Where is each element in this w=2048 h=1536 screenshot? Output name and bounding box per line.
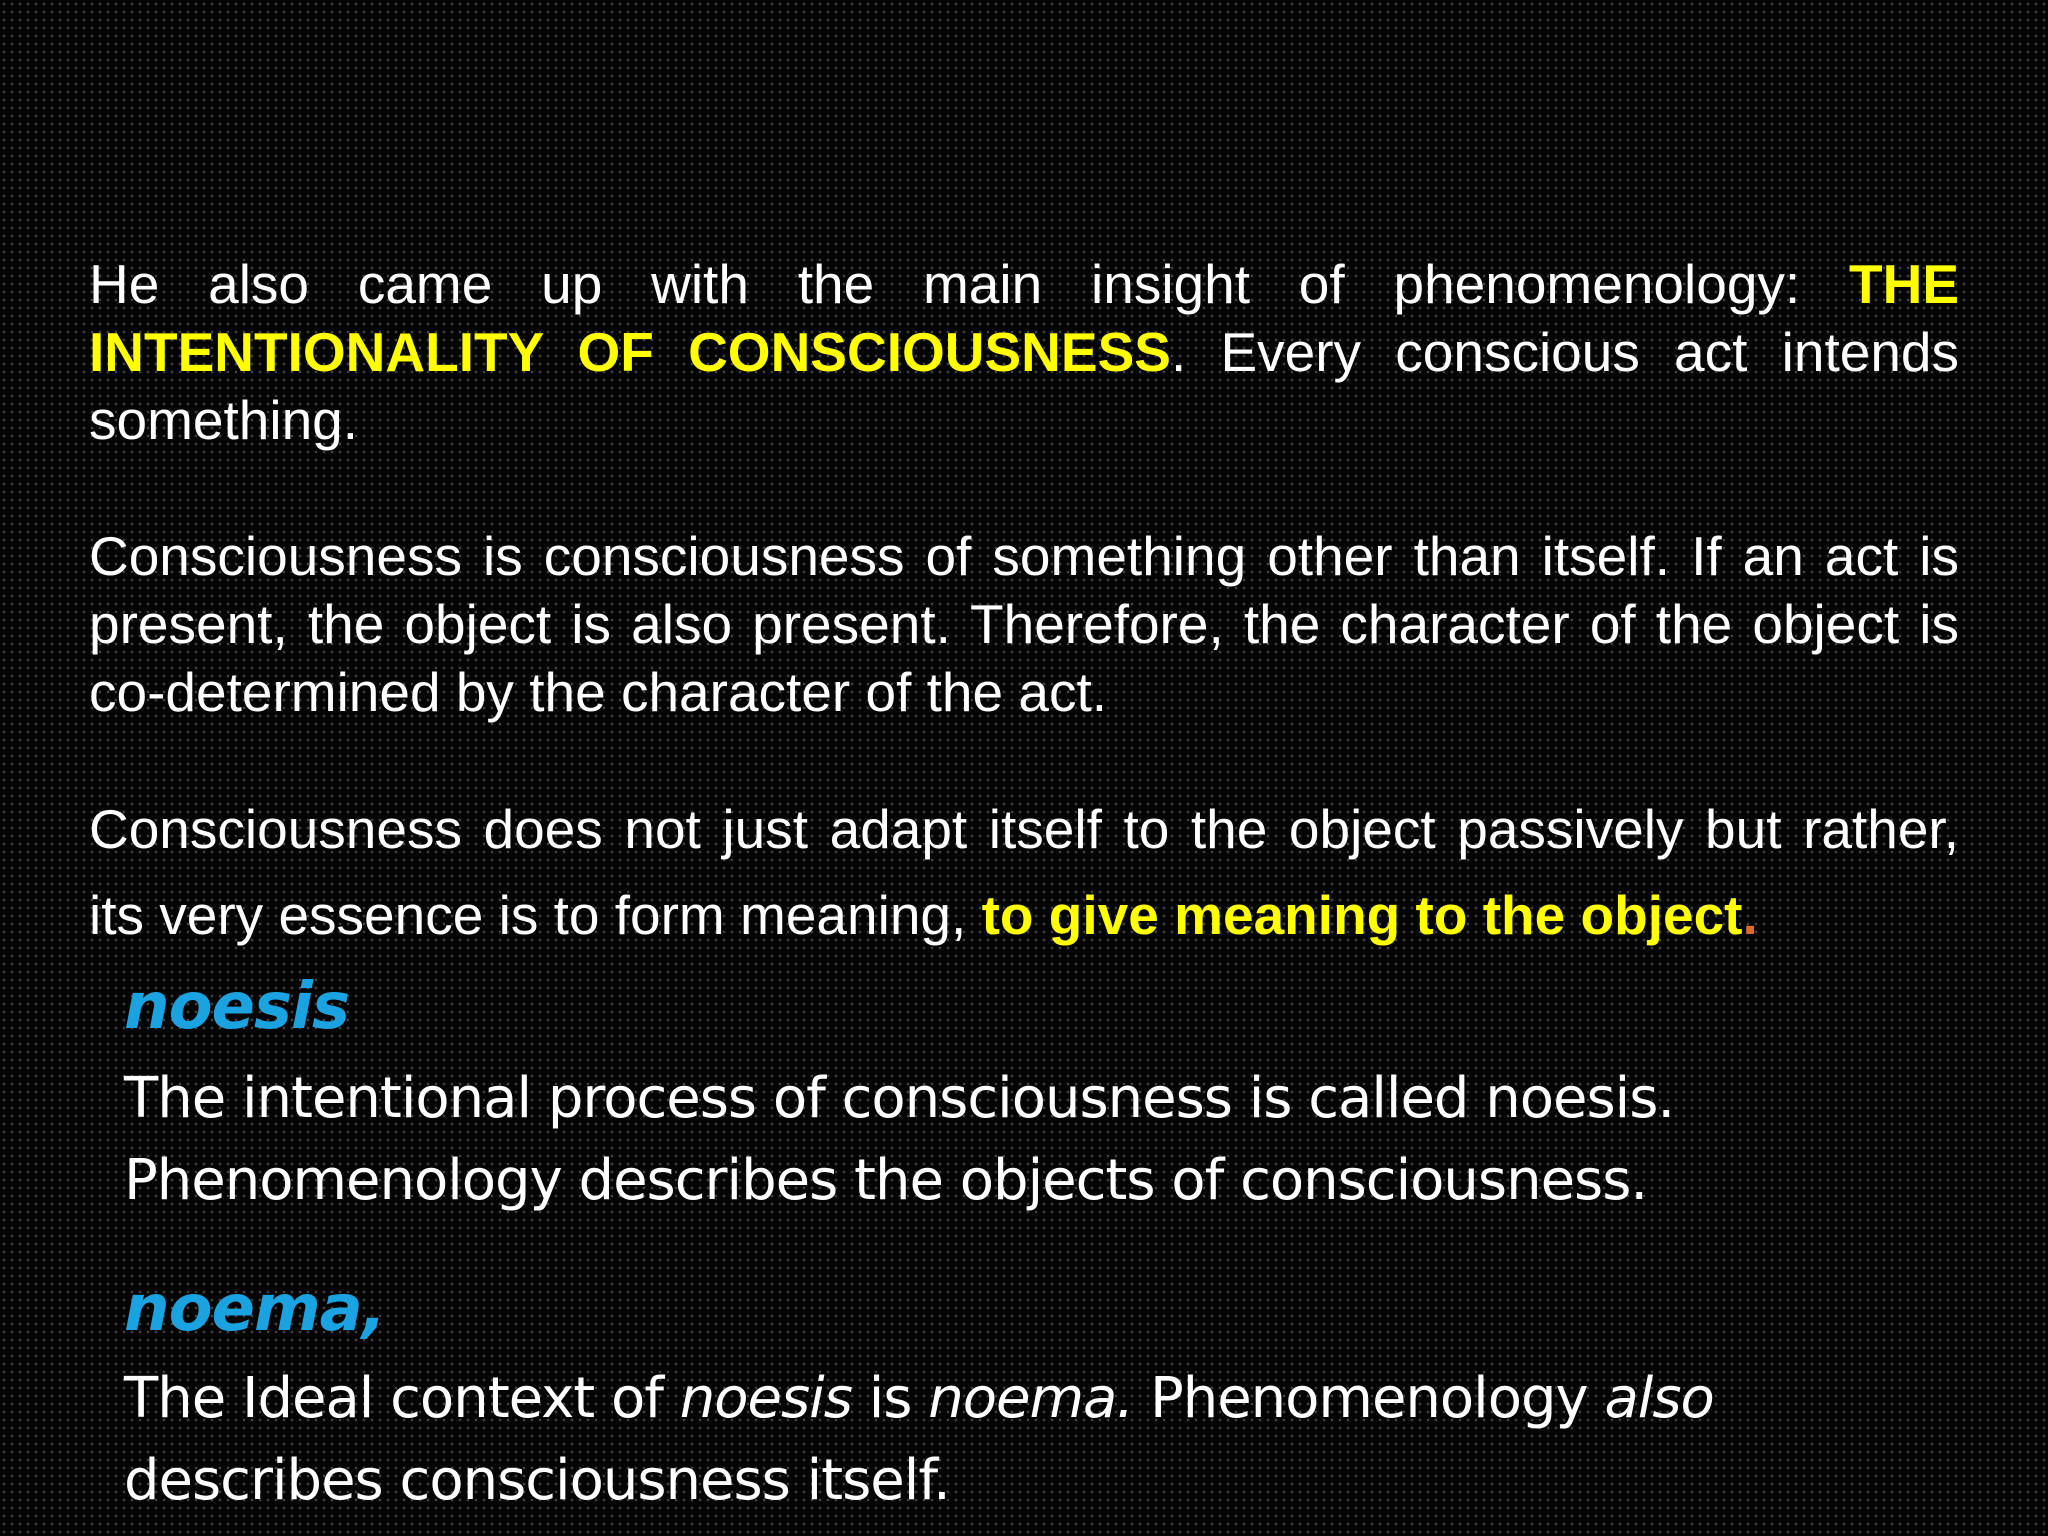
intentionality-highlight: THE INTENTIONALITY OF CONSCIOUSNESS	[89, 253, 1959, 383]
noema-text-b: is	[851, 1366, 929, 1431]
noesis-heading: noesis	[124, 970, 350, 1044]
intentionality-paragraph	[89, 250, 1959, 454]
noema-heading: noema,	[124, 1272, 386, 1346]
noesis-definition	[124, 1058, 1924, 1222]
consciousness-paragraph: Consciousness is consciousness of something other than itself. If an act is present, the object is also present. Therefore, the character of the object is co-determined by the character of the act.	[89, 525, 1959, 723]
noesis-line-1: The intentional process of consciousness is called noesis.	[124, 1066, 1675, 1131]
para1-text-b: . Every conscious act intends something.	[89, 321, 1960, 451]
noema-text-d: describes consciousness itself.	[124, 1448, 950, 1513]
noema-ital-also: also	[1604, 1366, 1714, 1431]
para1-text-a: He also came up with the main insight of phenomenology:	[89, 253, 1849, 315]
noema-definition	[124, 1358, 1924, 1522]
meaning-highlight: to give meaning to the object	[981, 884, 1743, 946]
noema-ital-noema: noema.	[928, 1366, 1134, 1431]
noema-ital-noesis: noesis	[679, 1366, 852, 1431]
meaning-period: .	[1742, 884, 1758, 946]
noesis-line-2: Phenomenology describes the objects of consciousness.	[124, 1148, 1648, 1213]
noema-text-a: The Ideal context of	[124, 1366, 680, 1431]
noema-text-c: Phenomenology	[1133, 1366, 1605, 1431]
para3-text-a: Consciousness does not just adapt itself to the object passively but rather, its very essence is to form meaning,	[89, 798, 1959, 946]
meaning-paragraph	[89, 786, 1959, 958]
